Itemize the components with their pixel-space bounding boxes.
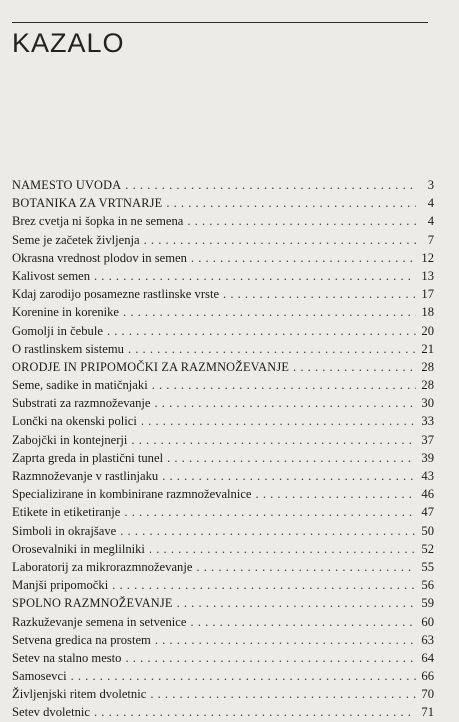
toc-entry [12,231,434,249]
toc-entry [12,522,434,540]
toc-section-title: BOTANIKA ZA VRTNARJE [12,196,163,211]
toc-entry [12,703,434,721]
dot-leader [131,431,416,449]
toc-page-number: 64 [421,650,434,665]
toc-entry-title: Simboli in okrajšave [12,523,117,538]
toc-entry-title: Seme je začetek življenja [12,232,140,247]
toc-entry [12,340,434,358]
toc-entry-title: Okrasna vrednost plodov in semen [12,250,187,265]
toc-entry-title: O rastlinskem sistemu [12,341,124,356]
toc-entry-title: Lončki na okenski polici [12,414,137,429]
dot-leader [187,212,416,230]
dot-leader [120,522,416,540]
toc-entry [12,267,434,285]
dot-leader [141,412,416,430]
toc-page-number: 63 [421,632,434,647]
dot-leader [166,194,416,212]
dot-leader [223,285,416,303]
toc-page-number: 3 [427,178,434,192]
toc-page-number: 56 [421,578,434,593]
toc-page-number: 39 [421,450,434,465]
top-rule [12,22,428,23]
dot-leader [144,231,416,249]
toc-entry [12,540,434,558]
toc-entry [12,613,434,631]
toc-page-number: 71 [421,705,434,720]
toc-entry-title: Kdaj zarodijo posamezne rastlinske vrste [12,287,220,302]
toc-entry [12,285,434,303]
toc-entry-title: Zaprta greda in plastični tunel [12,450,164,465]
toc-entry-title: Orosevalniki in meglilniki [12,541,145,556]
toc-page-number: 21 [421,341,434,356]
toc-entry [12,303,434,321]
dot-leader [125,649,416,667]
dot-leader [191,249,416,267]
dot-leader [125,176,416,194]
toc-entry [12,631,434,649]
dot-leader [112,576,416,594]
toc-entry [12,449,434,467]
dot-leader [150,685,416,703]
toc-section-title: NAMESTO UVODA [12,178,122,192]
toc-page-number: 30 [421,396,434,411]
toc-page-number: 47 [421,505,434,520]
toc-entry-title: Etikete in etiketiranje [12,505,121,520]
toc-entry [12,176,434,194]
toc-page-number: 50 [421,523,434,538]
toc-entry-title: Zabojčki in kontejnerji [12,432,128,447]
toc-entry [12,376,434,394]
toc-entry-title: Specializirane in kombinirane razmnoževalnice [12,487,252,502]
dot-leader [256,485,416,503]
dot-leader [196,558,416,576]
toc-page-number: 60 [421,614,434,629]
toc-entry [12,431,434,449]
toc-page-number: 46 [421,487,434,502]
toc-entry-title: Življenjski ritem dvoletnic [12,687,147,702]
toc-entry-title: Razmnoževanje v rastlinjaku [12,469,159,483]
toc-section-title: ORODJE IN PRIPOMOČKI ZA RAZMNOŽEVANJE [12,359,290,374]
dot-leader [177,594,416,612]
toc-entry [12,558,434,576]
toc-page-number: 52 [421,541,434,556]
toc-page-number: 17 [421,287,434,302]
dot-leader [154,394,416,412]
dot-leader [94,703,416,721]
toc-section-title: SPOLNO RAZMNOŽEVANJE [12,596,173,611]
toc-entry [12,685,434,703]
toc-entry [12,394,434,412]
toc-entry [12,249,434,267]
toc-entry-title: Manjši pripomočki [12,578,109,593]
toc-page-number: 20 [421,323,434,338]
toc-entry-title: Razkuževanje semena in setvenice [12,614,187,629]
dot-leader [293,358,416,376]
dot-leader [155,631,416,649]
dot-leader [128,340,416,358]
dot-leader [123,303,416,321]
toc-page-number: 28 [421,378,434,393]
toc-entry-title: Substrati za razmnoževanje [12,396,151,411]
toc-entry-title: Setev dvoletnic [12,705,90,720]
toc-page-number: 70 [421,687,434,702]
toc-entry [12,667,434,685]
toc-entry-title: Samosevci [12,669,67,684]
toc-entry [12,194,434,212]
toc-page-number: 43 [421,469,434,483]
toc-page-number: 12 [421,250,434,265]
toc-page-number: 37 [421,432,434,447]
toc-entry-title: Laboratorij za mikrorazmnoževanje [12,559,193,574]
toc-entry [12,576,434,594]
page-title: KAZALO [12,28,125,58]
toc-page-number: 33 [421,414,434,429]
toc-page-number: 55 [421,559,434,574]
toc-entry [12,594,434,612]
dot-leader [124,503,416,521]
toc-page-number: 59 [421,596,434,611]
dot-leader [71,667,416,685]
toc-entry-title: Gomolji in čebule [12,323,103,338]
toc-page-number: 66 [421,669,434,684]
toc-entry [12,649,434,667]
toc-entry-title: Korenine in korenike [12,305,120,320]
dot-leader [152,376,416,394]
toc-entry [12,485,434,503]
toc-entry [12,358,434,376]
toc-entry-title: Seme, sadike in matičnjaki [12,378,148,393]
toc-page-number: 4 [427,196,434,211]
toc-page-number: 28 [421,359,434,374]
toc-entry [12,212,434,230]
toc-entry-title: Brez cvetja ni šopka in ne semena [12,214,184,229]
toc-page-number: 18 [421,305,434,320]
toc-entry [12,322,434,340]
dot-leader [162,467,416,485]
dot-leader [190,613,416,631]
dot-leader [94,267,416,285]
dot-leader [107,322,416,340]
toc-entry-title: Setvena gredica na prostem [12,632,151,647]
toc-entry [12,503,434,521]
toc-entry-title: Kalivost semen [12,268,90,283]
toc-page-number: 4 [427,214,434,229]
toc-page-number: 13 [421,268,434,283]
dot-leader [167,449,416,467]
toc-entry [12,467,434,485]
toc-page-number: 7 [427,232,434,247]
toc-entry [12,412,434,430]
table-of-contents [12,176,434,722]
toc-entry-title: Setev na stalno mesto [12,650,122,665]
dot-leader [149,540,416,558]
